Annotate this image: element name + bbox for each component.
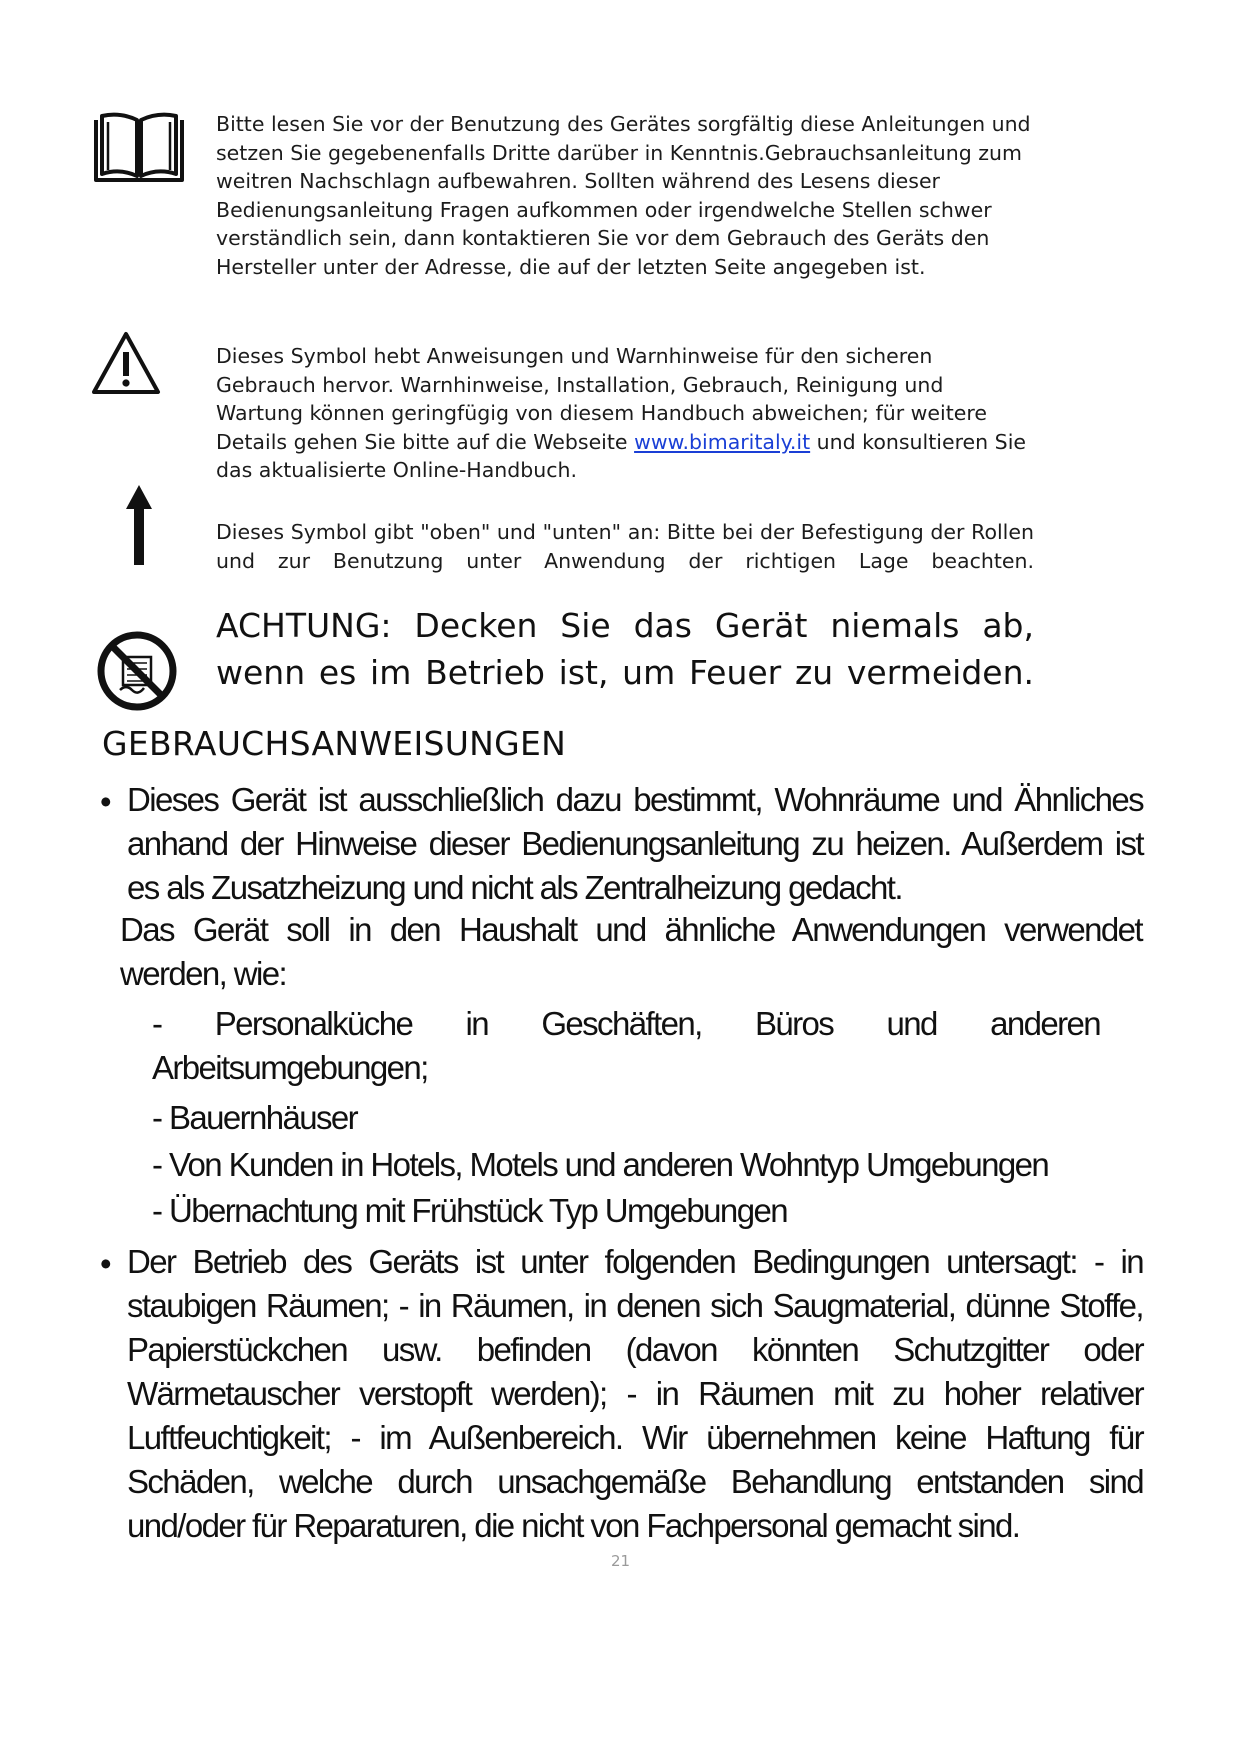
list-item: - Von Kunden in Hotels, Motels und anderen Wohntyp Umgebungen	[152, 1146, 1049, 1183]
do-not-cover-icon	[96, 630, 178, 712]
read-manual-text: Bitte lesen Sie vor der Benutzung des Gerätes sorgfältig diese Anleitungen und setzen Sie gegebenenfalls Dritte darüber in Kenntnis.Gebrauchsanleitung zum weitren Nachschlagn aufbewahren. Sollten während des Lesens dieser Bedienungsanleitung Fragen aufkommen oder irgendwelche Stellen schwer verständlich sein, dann kontaktieren Sie vor dem Gebrauch des Geräts den Hersteller unter der Adresse, die auf der letzten Seite angegeben ist.	[216, 112, 1031, 279]
book-icon	[92, 112, 186, 186]
safety-text-start: Dieses Symbol hebt Anweisungen und Warnhinweise für den sicheren Gebrauch hervor. Warnhinweise, Installation, Gebrauch, Reinigung und Wartung können geringfügig von diesem Handbuch abweichen; für weitere Details gehen Sie bitte auf die Webseite	[216, 344, 987, 454]
bullet-marker: •	[100, 783, 110, 820]
list-item: - Bauernhäuser	[152, 1099, 358, 1136]
safety-text-end: und konsultieren Sie das aktualisierte Online-Handbuch.	[216, 429, 1026, 483]
page-number: 21	[610, 1552, 631, 1570]
orientation-text: Dieses Symbol gibt "oben" und "unten" an: Bitte bei der Befestigung der Rollen und zur Benutzung unter Anwendung der richtigen Lage beachten.	[216, 520, 1034, 573]
bullet-prohibited-conditions: Der Betrieb des Geräts ist unter folgenden Bedingungen untersagt: - in staubigen Räumen; - in Räumen, in denen sich Saugmaterial, dünne Stoffe, Papierstückchen usw. befinden (davon könnten Schutzgitter oder Wärmetauscher verstopft werden); - in Räumen mit zu hoher relativer Luftfeuchtigkeit; - im Außenbereich. Wir übernehmen keine Haftung für Schäden, welche durch unsachgemäße Behandlung entstanden sind und/oder für Reparaturen, die nicht von Fachpersonal gemacht sind.	[127, 1243, 1143, 1544]
list-item: - Übernachtung mit Frühstück Typ Umgebungen	[152, 1192, 787, 1229]
warning-triangle-icon	[90, 330, 162, 396]
safety-symbol-text	[216, 342, 1034, 485]
up-arrow-icon	[126, 485, 152, 565]
list-item: - Personalküche in Geschäften, Büros und anderen Arbeitsumgebungen;	[152, 1005, 1100, 1086]
caution-text: ACHTUNG: Decken Sie das Gerät niemals ab, wenn es im Betrieb ist, um Feuer zu vermeiden.	[216, 606, 1034, 692]
website-link[interactable]: www.bimaritaly.it	[634, 429, 811, 454]
intended-use-text: Das Gerät soll in den Haushalt und ähnliche Anwendungen verwendet werden, wie:	[120, 911, 1142, 992]
section-title: GEBRAUCHSANWEISUNGEN	[102, 724, 567, 763]
bullet-usage-purpose: Dieses Gerät ist ausschließlich dazu bestimmt, Wohnräume und Ähnliches anhand der Hinweise dieser Bedienungsanleitung zu heizen. Außerdem ist es als Zusatzheizung und nicht als Zentralheizung gedacht.	[127, 781, 1143, 906]
bullet-marker: •	[100, 1245, 110, 1282]
